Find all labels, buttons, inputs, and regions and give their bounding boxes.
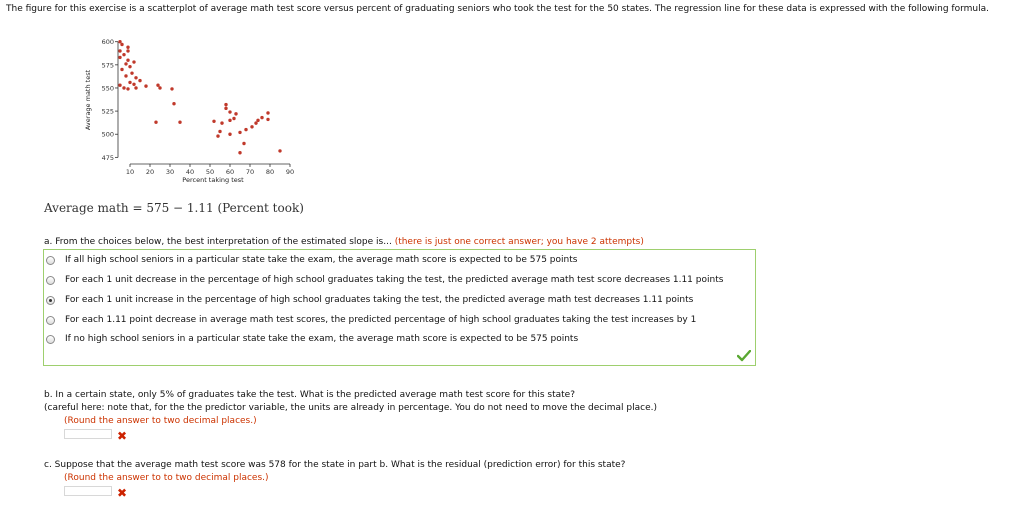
- part-a-question: [44, 237, 644, 247]
- data-point: [266, 111, 269, 114]
- x-icon: ✖: [117, 429, 128, 443]
- part-b: [44, 389, 657, 428]
- data-point: [218, 130, 221, 133]
- check-icon: [737, 350, 751, 362]
- data-point: [216, 134, 219, 137]
- x-icon: ✖: [117, 486, 128, 500]
- data-point: [228, 133, 231, 136]
- part-c-answer-input[interactable]: [64, 486, 112, 496]
- data-point: [178, 121, 181, 124]
- data-point: [224, 103, 227, 106]
- x-tick-label: 70: [245, 168, 255, 176]
- data-point: [172, 102, 175, 105]
- x-tick-label: 40: [185, 168, 195, 176]
- data-point: [118, 40, 121, 43]
- data-point: [134, 76, 137, 79]
- data-point: [232, 117, 235, 120]
- x-tick-label: 50: [205, 168, 215, 176]
- choice-label: For each 1.11 point decrease in average math test scores, the predicted percentage of high school graduates taking the test increases by 1: [65, 315, 697, 325]
- data-point: [138, 79, 141, 82]
- choice-5[interactable]: [46, 331, 578, 347]
- data-point: [130, 71, 133, 74]
- data-point: [124, 74, 127, 77]
- data-point: [234, 112, 237, 115]
- radio-button[interactable]: [46, 316, 55, 325]
- y-tick-label: 500: [101, 130, 114, 139]
- data-point: [260, 116, 263, 119]
- x-tick-label: 60: [225, 168, 235, 176]
- scatterplot: [78, 34, 308, 194]
- choice-1[interactable]: [46, 252, 577, 268]
- data-point: [118, 83, 121, 86]
- part-b-round-hint: (Round the answer to two decimal places.): [64, 416, 257, 426]
- data-point: [170, 87, 173, 90]
- choice-label: If no high school seniors in a particular state take the exam, the average math score is expected to be 575 points: [65, 334, 579, 344]
- data-point: [126, 46, 129, 49]
- regression-formula: Average math = 575 − 1.11 (Percent took): [44, 201, 304, 215]
- x-tick-label: 10: [125, 168, 135, 176]
- data-point: [154, 121, 157, 124]
- y-tick-label: 575: [101, 61, 114, 70]
- data-point: [278, 149, 281, 152]
- data-point: [220, 121, 223, 124]
- x-tick-label: 20: [145, 168, 155, 176]
- y-tick-label: 475: [101, 153, 114, 162]
- x-tick-label: 30: [165, 168, 175, 176]
- data-point: [124, 62, 127, 65]
- part-b-answer-input[interactable]: [64, 429, 112, 439]
- data-point: [120, 43, 123, 46]
- data-point: [128, 81, 131, 84]
- data-point: [256, 119, 259, 122]
- exercise-intro: The figure for this exercise is a scatterplot of average math test score versus percent of graduating seniors who took the test for the 50 states. The regression line for these data is expressed with the following formula.: [6, 4, 989, 14]
- data-point: [250, 125, 253, 128]
- part-b-question: b. In a certain state, only 5% of graduates take the test. What is the predicted average math test score for this state?: [44, 390, 575, 400]
- data-point: [122, 53, 125, 56]
- data-point: [118, 56, 121, 59]
- x-axis-label: Percent taking test: [182, 176, 244, 184]
- data-point: [266, 118, 269, 121]
- answer-choices: [43, 249, 756, 366]
- data-point: [120, 68, 123, 71]
- choice-4[interactable]: [46, 312, 696, 328]
- part-c: [44, 459, 625, 485]
- x-tick-label: 80: [265, 168, 275, 176]
- y-axis-label: Average math test: [84, 69, 92, 131]
- part-c-round-hint: (Round the answer to to two decimal places.): [64, 473, 269, 483]
- data-point: [132, 83, 135, 86]
- data-point: [224, 107, 227, 110]
- data-point: [144, 84, 147, 87]
- choice-label: For each 1 unit decrease in the percentage of high school graduates taking the test, the predicted average math test score decreases 1.11 points: [65, 275, 724, 285]
- choice-3[interactable]: [46, 292, 693, 308]
- radio-button[interactable]: [46, 276, 55, 285]
- data-point: [244, 128, 247, 131]
- data-point: [122, 86, 125, 89]
- data-point: [126, 87, 129, 90]
- radio-button[interactable]: [46, 296, 55, 305]
- data-point: [132, 60, 135, 63]
- choice-label: For each 1 unit increase in the percentage of high school graduates taking the test, the predicted average math test decreases 1.11 points: [65, 295, 694, 305]
- radio-button[interactable]: [46, 335, 55, 344]
- data-point: [134, 86, 137, 89]
- y-tick-label: 525: [101, 107, 114, 116]
- part-b-note: (careful here: note that, for the the predictor variable, the units are already in percentage. You do not need to move the decimal place.): [44, 403, 657, 413]
- data-point: [212, 120, 215, 123]
- data-point: [126, 49, 129, 52]
- data-point: [126, 59, 129, 62]
- choice-2[interactable]: [46, 272, 723, 288]
- y-tick-label: 550: [101, 84, 114, 93]
- data-point: [238, 151, 241, 154]
- data-point: [254, 121, 257, 124]
- data-point: [238, 131, 241, 134]
- data-point: [156, 83, 159, 86]
- part-c-question: c. Suppose that the average math test score was 578 for the state in part b. What is the residual (prediction error) for this state?: [44, 460, 626, 470]
- data-point: [118, 49, 121, 52]
- data-point: [228, 119, 231, 122]
- part-a-question-text: a. From the choices below, the best interpretation of the estimated slope is...: [44, 237, 392, 247]
- data-point: [158, 86, 161, 89]
- choice-label: If all high school seniors in a particular state take the exam, the average math score is expected to be 575 points: [65, 255, 578, 265]
- y-tick-label: 600: [101, 38, 114, 47]
- data-point: [228, 110, 231, 113]
- part-a-hint: (there is just one correct answer; you have 2 attempts): [394, 237, 644, 247]
- x-tick-label: 90: [285, 168, 295, 176]
- data-point: [128, 65, 131, 68]
- radio-button[interactable]: [46, 256, 55, 265]
- data-point: [242, 142, 245, 145]
